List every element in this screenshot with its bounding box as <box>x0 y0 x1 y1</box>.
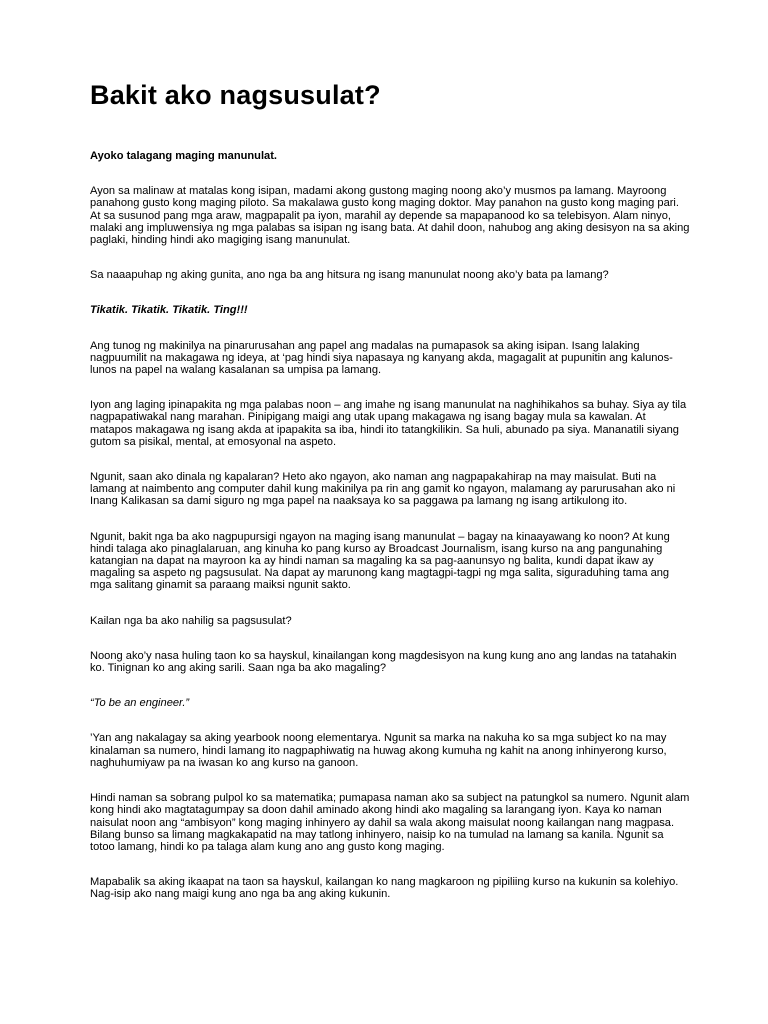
paragraph-quote: “To be an engineer.” <box>90 697 190 710</box>
paragraph: Ayon sa malinaw at matalas kong isipan, madami akong gustong maging noong ako’y musmos pa lamang. Mayroong panahong gusto kong maging piloto. Sa makalawa gusto kong maging doktor. May panahon na gusto kong maging pari. At sa susunod pang mga araw, magpapalit pa iyon, marahil ay depende sa mapapanood ko sa telebisyon. Alam ninyo, malaki ang impluwensiya ng mga palabas sa isipan ng isang bata. At dahil doon, nahubog ang aking desisyon na sa aking paglaki, hinding hindi ako magiging isang manunulat. <box>90 185 690 247</box>
paragraph-subtitle: Ayoko talagang maging manunulat. <box>90 150 277 162</box>
paragraph: Noong ako’y nasa huling taon ko sa hayskul, kinailangan kong magdesisyon na kung kung ano ang landas na tatahakin ko. Tinignan ko ang aking sarili. Saan nga ba ako magaling? <box>90 649 677 675</box>
paragraph: Ngunit, bakit nga ba ako nagpupursigi ngayon na maging isang manunulat – bagay na kinaayawang ko noon? At kung hindi talaga ako pinaglalaruan, ang kinuha ko pang kurso ay Broadcast Journalism, isang kurso na ang pangunahing katangian na dapat na mayroon ka ay hindi naman sa magaling ka sa pag-aanunsyo ng balita, kundi dapat ikaw ay magaling sa aspeto ng pagsusulat. Na dapat ay marunong kang magtagpi-tagpi ng mga salita, siguraduhing tama ang mga salitang ginamit sa paraang maiksi ngunit sakto. <box>90 530 670 592</box>
document-page <box>90 78 690 924</box>
paragraph-sound-effect: Tikatik. Tikatik. Tikatik. Ting!!! <box>90 304 248 317</box>
paragraph: Ang tunog ng makinilya na pinarurusahan ang papel ang madalas na pumapasok sa aking isipan. Isang lalaking nagpuumilit na makagawa ng ideya, at ‘pag hindi siya napasaya ng kanyang akda, magagalit at pupunitin ang kalunos-lunos na papel na walang kasalanan sa umpisa pa lamang. <box>90 339 673 377</box>
paragraph: Ngunit, saan ako dinala ng kapalaran? Heto ako ngayon, ako naman ang nagpapakahirap na may maisulat. Buti na lamang at naimbento ang computer dahil kung makinilya pa rin ang gamit ko ngayon, malamang ay parurusahan ako ni Inang Kalikasan sa dami siguro ng mga papel na naaksaya ko sa paggawa pa lamang ng isang artikulong ito. <box>90 471 676 508</box>
paragraph: Sa naaapuhap ng aking gunita, ano nga ba ang hitsura ng isang manunulat noong ako’y bata pa lamang? <box>90 269 609 282</box>
document-title: Bakit ako nagsusulat? <box>90 80 381 110</box>
paragraph: Hindi naman sa sobrang pulpol ko sa matematika; pumapasa naman ako sa subject na patungkol sa numero. Ngunit alam kong hindi ako magtatagumpay sa doon dahil aminado akong hindi ako magaling sa larangang iyon. Kaya ko naman naisulat noon ang “ambisyon” kong maging inhinyero ay dahil sa wala akong maisulat noong kailangan nang magpasa. Bilang bunso sa limang magkakapatid na may tatlong inhinyero, naisip ko na tumulad na lamang sa kanila. Ngunit sa totoo lamang, hindi ko pa talaga alam kung ano ang gusto kong maging. <box>90 792 690 853</box>
paragraph: Kailan nga ba ako nahilig sa pagsusulat? <box>90 614 292 627</box>
paragraph: Mapabalik sa aking ikaapat na taon sa hayskul, kailangan ko nang magkaroon ng pipiliing kurso na kukunin sa kolehiyo. Nag-isip ako nang maigi kung ano nga ba ang aking kukunin. <box>90 876 679 901</box>
paragraph: ’Yan ang nakalagay sa aking yearbook noong elementarya. Ngunit sa marka na nakuha ko sa mga subject ko na may kinalaman sa numero, hindi lamang ito nagpaphiwatig na huwag akong kumuha ng kahit na anong inhinyerong kurso, naghuhumiyaw pa na iwasan ko ang kurso na ganoon. <box>90 732 667 769</box>
paragraph: Iyon ang laging ipinapakita ng mga palabas noon – ang imahe ng isang manunulat na naghihikahos sa buhay. Siya ay tila nagpapatiwakal nang marahan. Pinipigang maigi ang utak upang makagawa ng isang bagay mula sa kawalan. At matapos makagawa ng isang akda at ipapakita sa iba, hindi ito tatangkilikin. Sa huli, abunado pa siya. Mananatili siyang gutom sa pisikal, mental, at emosyonal na aspeto. <box>90 399 687 448</box>
